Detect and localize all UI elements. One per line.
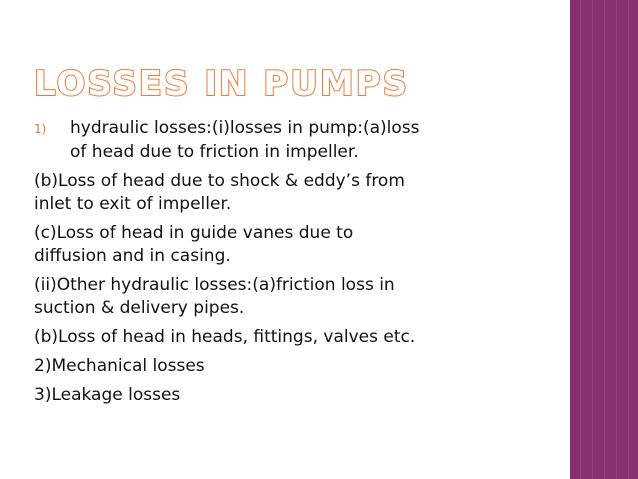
body-line: diffusion and in casing.	[34, 246, 231, 266]
body-line: (b)Loss of head in heads, fittings, valves etc.	[34, 327, 416, 347]
body-line: inlet to exit of impeller.	[34, 194, 232, 214]
body-line: 3)Leakage losses	[34, 385, 181, 405]
body-line: suction & delivery pipes.	[34, 298, 245, 318]
body-line: (ii)Other hydraulic losses:(a)friction loss in	[34, 275, 395, 295]
slide-title: LOSSES IN PUMPS	[34, 64, 410, 104]
body-line: (b)Loss of head due to shock & eddy’s from	[34, 171, 405, 191]
side-accent-band	[570, 0, 638, 479]
body-line: (c)Loss of head in guide vanes due to	[34, 223, 354, 243]
slide-body	[34, 117, 559, 407]
list-number: 1)	[34, 122, 47, 136]
list-item	[34, 117, 559, 141]
body-line: 2)Mechanical losses	[34, 356, 205, 376]
body-line: hydraulic losses:(i)losses in pump:(a)loss	[70, 118, 420, 138]
body-line: of head due to friction in impeller.	[70, 142, 359, 162]
